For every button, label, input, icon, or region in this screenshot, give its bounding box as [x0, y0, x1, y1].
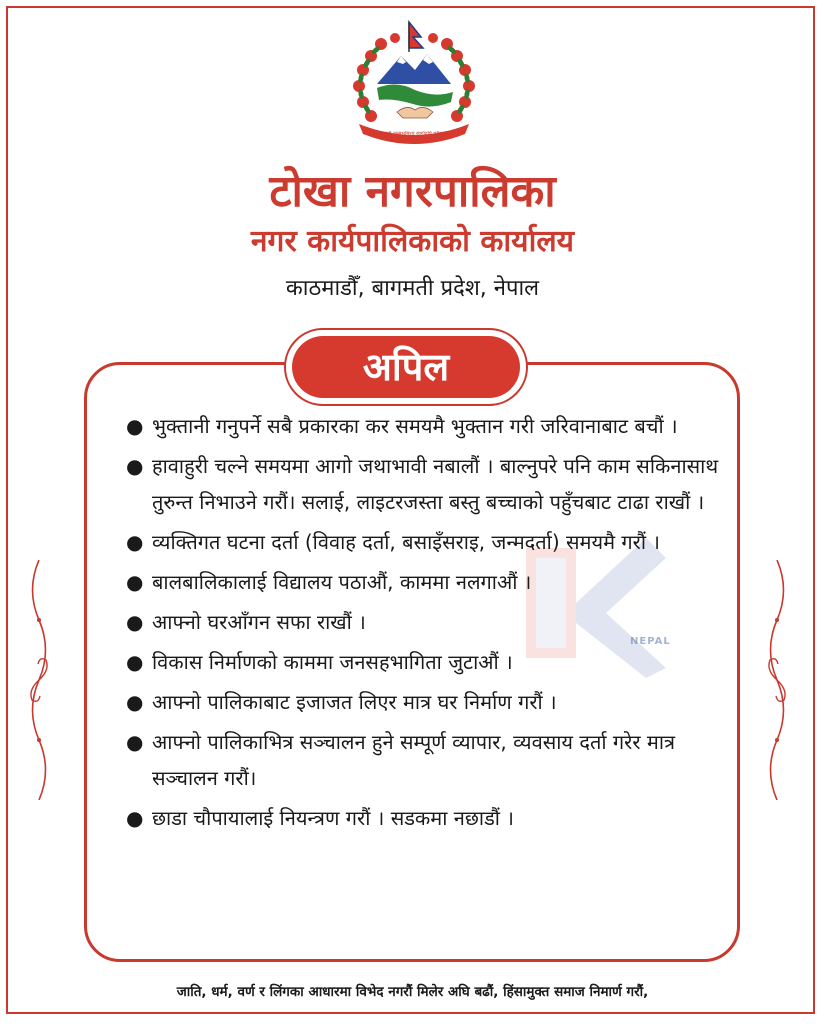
bullet-icon: ●: [126, 530, 144, 554]
emblem-motto: जननी जन्मभूमिश्च स्वर्गादपि गरीयसी: [380, 131, 448, 137]
mountain-icon: [377, 54, 451, 84]
appeal-text: विकास निर्माणको काममा जनसहभागिता जुटाऔं ।: [152, 650, 513, 674]
appeal-text: हावाहुरी चल्ने समयमा आगो जथाभावी नबालौं । बाल्नुपरे पनि काम सकिनासाथ तुरुन्त निभाउने गरौं। सलाई, लाइटरजस्ता बस्तु बच्चाको पहुँचबाट टाढा राखौं ।: [152, 454, 719, 514]
list-item: [118, 644, 730, 680]
bullet-icon: ●: [126, 650, 144, 674]
bullet-icon: ●: [126, 730, 144, 754]
appeal-list: [118, 408, 730, 840]
list-item: [118, 448, 730, 520]
list-item: [118, 604, 730, 640]
appeal-text: आफ्नो घरआँगन सफा राखौं ।: [152, 610, 366, 634]
bullet-icon: ●: [126, 454, 144, 478]
footer-slogan: जाति, धर्म, वर्ण र लिंगका आधारमा विभेद नगरौं मिलेर अघि बढौं, हिंसामुक्त समाज निमार्ण गरौं,: [176, 984, 649, 1000]
list-item: [118, 524, 730, 560]
appeal-text: बालबालिकालाई विद्यालय पठाऔं, काममा नलगाऔं ।: [152, 570, 532, 594]
bullet-icon: ●: [126, 610, 144, 634]
bullet-icon: ●: [126, 690, 144, 714]
list-item: [118, 408, 730, 444]
bullet-icon: ●: [126, 570, 144, 594]
appeal-text: आफ्नो पालिकाभित्र सञ्चालन हुने सम्पूर्ण व्यापार, व्यवसाय दर्ता गरेर मात्र सञ्चालन गरौं।: [152, 730, 676, 790]
location-line: काठमाडौँ, बागमती प्रदेश, नेपाल: [285, 276, 540, 301]
list-item: [118, 684, 730, 720]
bullet-icon: ●: [126, 806, 144, 830]
handshake-icon: [397, 107, 433, 118]
appeal-text: व्यक्तिगत घटना दर्ता (विवाह दर्ता, बसाइँसराइ, जन्मदर्ता) समयमै गरौं ।: [152, 530, 660, 554]
office-subtitle: नगर कार्यपालिकाको कार्यालय: [250, 224, 575, 259]
left-scroll-ornament-icon: [22, 560, 56, 800]
list-item: [118, 564, 730, 600]
bullet-icon: ●: [126, 414, 144, 438]
page-title: टोखा नगरपालिका: [269, 166, 556, 217]
appeal-text: आफ्नो पालिकाबाट इजाजत लिएर मात्र घर निर्माण गरौं ।: [152, 690, 557, 714]
watermark-text: NEPAL: [630, 636, 671, 647]
appeal-heading: अपिल: [292, 336, 520, 398]
right-scroll-ornament-icon: [760, 560, 794, 800]
nepal-map-icon: [377, 84, 453, 106]
list-item: [118, 724, 730, 796]
appeal-text: भुक्तानी गनुपर्ने सबै प्रकारका कर समयमै भुक्तान गरी जरिवानाबाट बचौं ।: [152, 414, 678, 438]
appeal-text: छाडा चौपायालाई नियन्त्रण गरौं । सडकमा नछाडौं ।: [152, 806, 514, 830]
list-item: [118, 800, 730, 836]
nepal-flag-icon: [409, 22, 423, 52]
